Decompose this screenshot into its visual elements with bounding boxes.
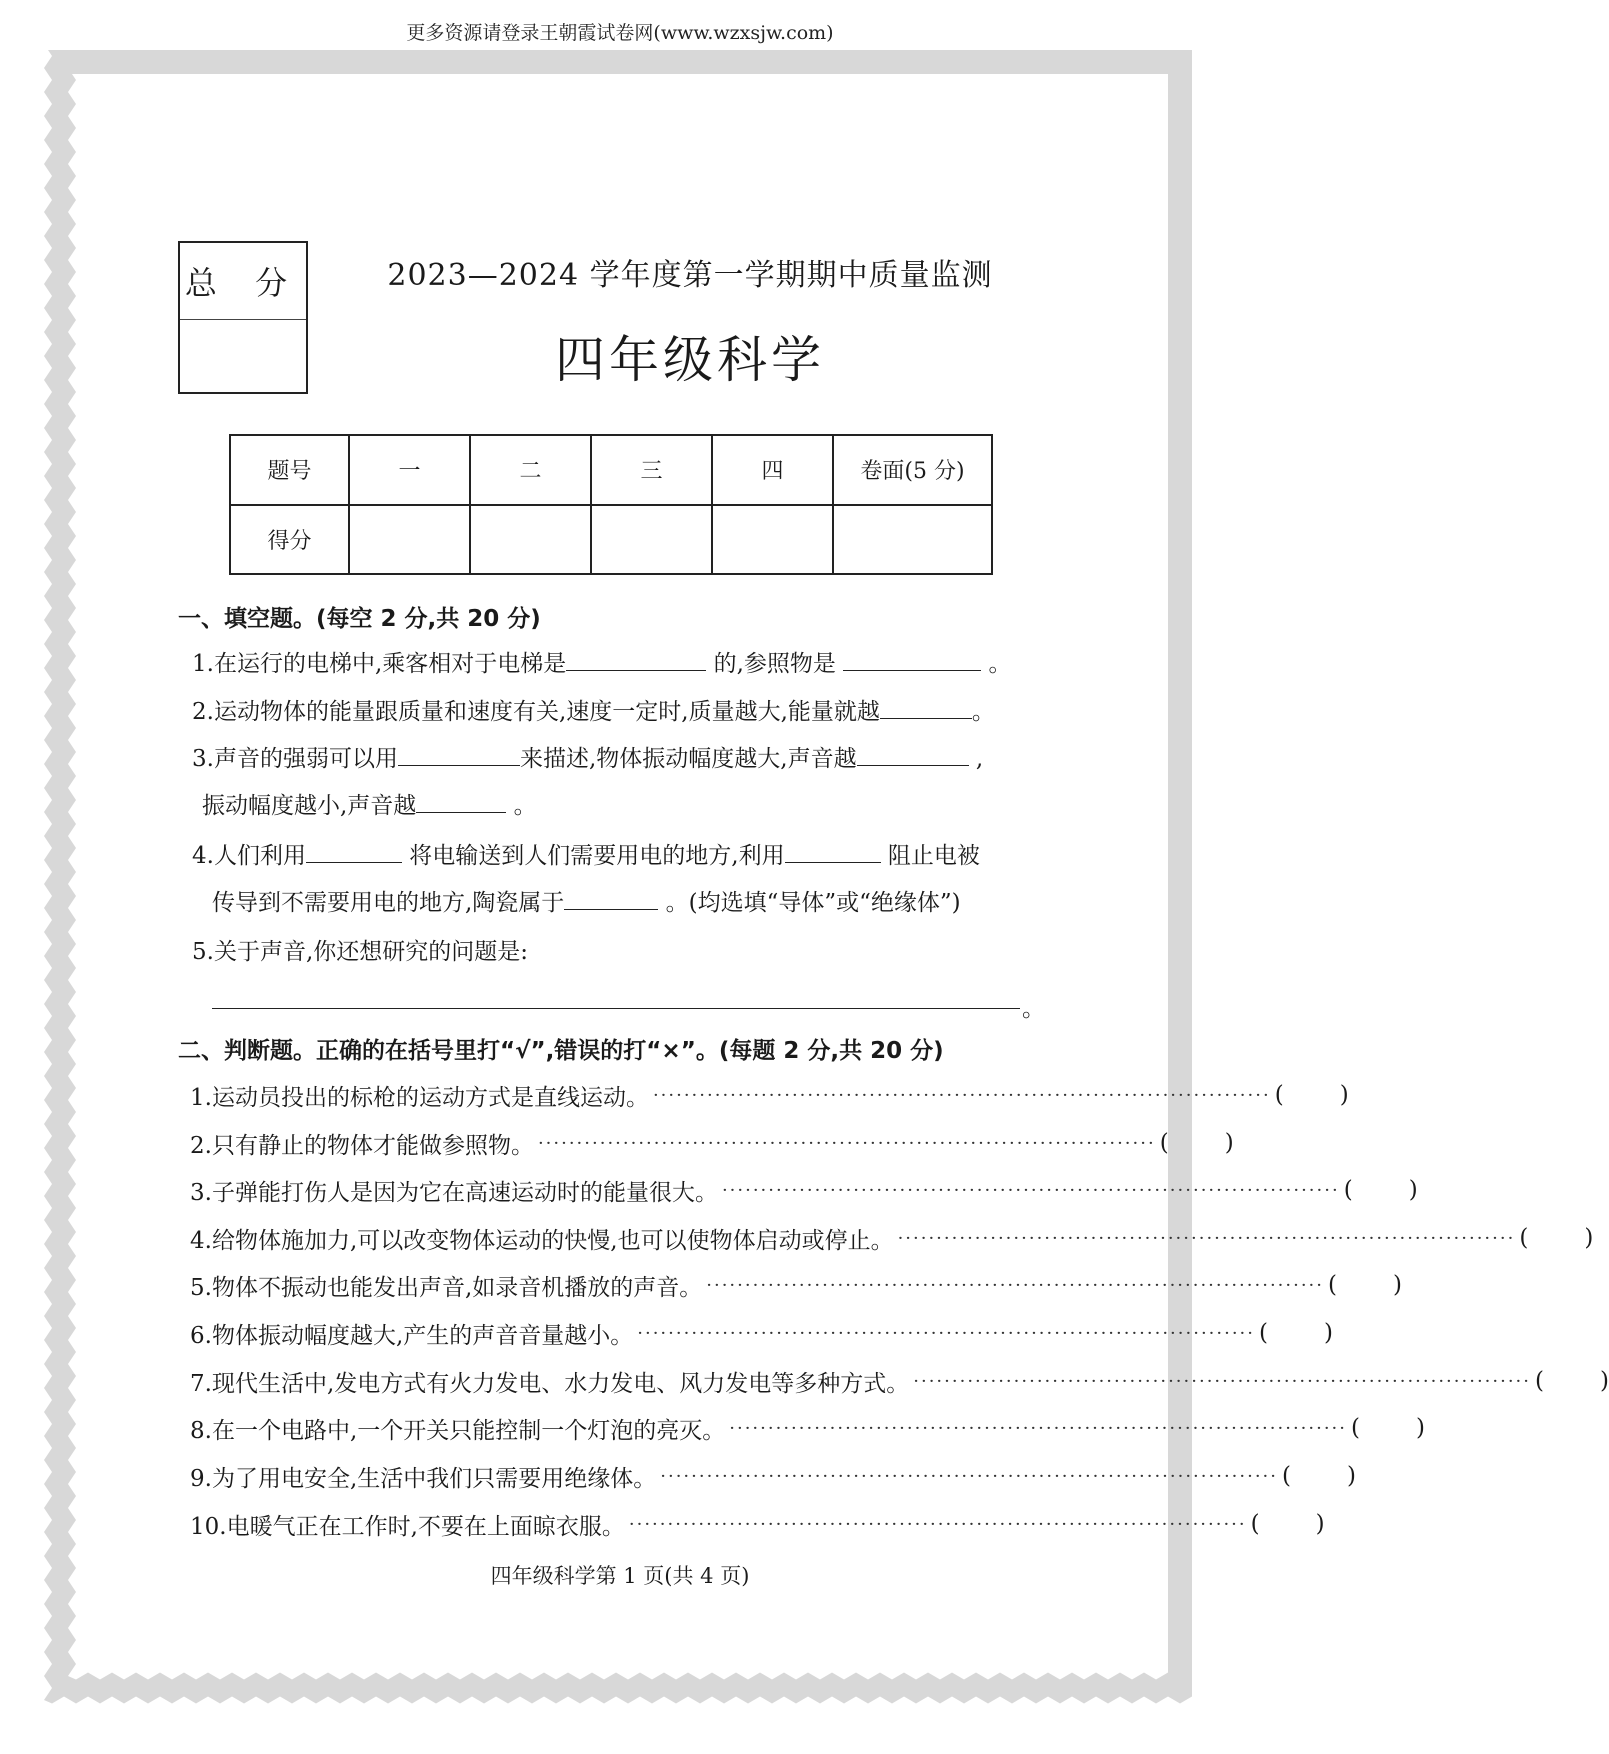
paren-open: ( [1343, 1177, 1353, 1203]
question-2 [192, 696, 995, 727]
judgment-text: 10.电暖气正在工作时,不要在上面晾衣服。 [190, 1513, 625, 1540]
judgment-text: 4.给物体施加力,可以改变物体运动的快慢,也可以使物体启动或停止。 [190, 1227, 894, 1254]
paren-open: ( [1159, 1130, 1169, 1156]
question-text: 。 [981, 651, 1012, 677]
judgment-item [190, 1080, 1349, 1111]
answer-line-end: 。 [1022, 996, 1045, 1022]
paren-open: ( [1259, 1320, 1268, 1346]
answer-blank[interactable] [857, 743, 969, 766]
question-text: 将电输送到人们需要用电的地方,利用 [401, 843, 785, 869]
question-5 [192, 937, 528, 967]
judgment-item [190, 1509, 1325, 1540]
answer-paren[interactable] [1344, 1177, 1418, 1203]
leader-dots: ················································································ [628, 1513, 1247, 1535]
leader-dots: ················································································ [537, 1132, 1156, 1154]
question-text: 5.关于声音,你还想研究的问题是: [192, 939, 529, 965]
paren-close: ) [1393, 1272, 1402, 1298]
paren-close: ) [1339, 1082, 1349, 1108]
judgment-item [190, 1270, 1402, 1301]
paren-close: ) [1416, 1415, 1425, 1441]
section1-heading: 一、填空题。(每空 2 分,共 20 分) [178, 606, 541, 632]
paren-close: ) [1224, 1130, 1234, 1156]
question-text: 3.声音的强弱可以用 [192, 746, 398, 772]
answer-paren[interactable] [1535, 1368, 1609, 1394]
question-text: 4.人们利用 [192, 843, 306, 869]
answer-paren[interactable] [1519, 1225, 1593, 1251]
answer-blank[interactable] [564, 887, 658, 910]
paren-close: ) [1315, 1511, 1325, 1537]
paren-open: ( [1250, 1511, 1260, 1537]
paren-close: ) [1324, 1320, 1333, 1346]
top-banner: 更多资源请登录王朝霞试卷网(www.wzxsjw.com) [406, 22, 834, 44]
score-header-cell: 四 [712, 435, 833, 505]
question-text: , [968, 746, 984, 772]
question-text: 1.在运行的电梯中,乘客相对于电梯是 [192, 651, 567, 677]
answer-paren[interactable] [1328, 1272, 1402, 1298]
paren-open: ( [1282, 1463, 1291, 1489]
question-text: 。(均选填“导体”或“绝缘体”) [658, 890, 961, 916]
answer-line[interactable] [212, 1008, 1020, 1009]
question-text: 2.运动物体的能量跟质量和速度有关,速度一定时,质量越大,能量就越 [192, 699, 880, 725]
judgment-item [190, 1175, 1418, 1206]
answer-blank[interactable] [416, 790, 506, 813]
paren-open: ( [1274, 1082, 1284, 1108]
score-table-score-row [230, 505, 992, 575]
paren-close: ) [1600, 1368, 1609, 1394]
question-text: 的,参照物是 [706, 651, 844, 677]
leader-dots: ················································································ [897, 1227, 1516, 1249]
answer-paren[interactable] [1282, 1463, 1356, 1489]
leader-dots: ················································································ [652, 1084, 1271, 1106]
judgment-text: 5.物体不振动也能发出声音,如录音机播放的声音。 [190, 1274, 703, 1301]
leader-dots: ················································································ [637, 1322, 1255, 1344]
question-text: 。 [971, 699, 995, 725]
subject-title: 四年级科学 [555, 331, 825, 389]
judgment-item [190, 1223, 1594, 1254]
answer-blank[interactable] [880, 696, 972, 719]
score-table [229, 434, 993, 575]
score-cell[interactable] [470, 505, 591, 575]
score-header-cell: 卷面(5 分) [833, 435, 992, 505]
question-text: 。 [506, 793, 537, 819]
judgment-item [190, 1461, 1356, 1492]
score-header-cell: 题号 [230, 435, 349, 505]
answer-blank[interactable] [306, 840, 402, 863]
leader-dots: ················································································ [729, 1417, 1347, 1439]
judgment-item [190, 1366, 1609, 1397]
score-cell[interactable] [591, 505, 712, 575]
judgment-item [190, 1318, 1333, 1349]
answer-paren[interactable] [1251, 1511, 1325, 1537]
question-4 [192, 840, 980, 871]
judgment-text: 2.只有静止的物体才能做参照物。 [190, 1132, 534, 1159]
paren-open: ( [1519, 1225, 1529, 1251]
answer-blank[interactable] [566, 648, 706, 671]
judgment-item [190, 1128, 1234, 1159]
judgment-text: 6.物体振动幅度越大,产生的声音音量越小。 [190, 1322, 634, 1349]
answer-paren[interactable] [1275, 1082, 1349, 1108]
answer-paren[interactable] [1160, 1130, 1234, 1156]
leader-dots: ················································································ [706, 1274, 1324, 1296]
judgment-text: 3.子弹能打伤人是因为它在高速运动时的能量很大。 [190, 1179, 718, 1206]
answer-blank[interactable] [843, 648, 981, 671]
answer-paren[interactable] [1351, 1415, 1425, 1441]
total-score-label: 总 分 [180, 243, 306, 320]
leader-dots: ················································································ [660, 1465, 1278, 1487]
question-4-line2 [212, 887, 961, 918]
total-score-box [178, 241, 308, 394]
answer-blank[interactable] [398, 743, 520, 766]
answer-paren[interactable] [1259, 1320, 1333, 1346]
exam-title: 2023—2024 学年度第一学期期中质量监测 [387, 258, 993, 293]
paren-open: ( [1328, 1272, 1337, 1298]
judgment-text: 7.现代生活中,发电方式有火力发电、水力发电、风力发电等多种方式。 [190, 1370, 910, 1397]
score-cell[interactable] [349, 505, 470, 575]
question-text: 来描述,物体振动幅度越大,声音越 [519, 746, 857, 772]
score-cell[interactable] [712, 505, 833, 575]
judgment-item [190, 1413, 1425, 1444]
answer-blank[interactable] [785, 840, 881, 863]
paren-close: ) [1584, 1225, 1594, 1251]
score-header-cell: 三 [591, 435, 712, 505]
score-table-header-row [230, 435, 992, 505]
judgment-text: 9.为了用电安全,生活中我们只需要用绝缘体。 [190, 1465, 657, 1492]
page-footer: 四年级科学第 1 页(共 4 页) [490, 1564, 750, 1588]
section2-heading: 二、判断题。正确的在括号里打“√”,错误的打“×”。(每题 2 分,共 20 分) [178, 1038, 944, 1064]
question-text: 传导到不需要用电的地方,陶瓷属于 [212, 890, 565, 916]
leader-dots: ················································································ [721, 1179, 1340, 1201]
question-text: 阻止电被 [880, 843, 980, 869]
question-3-line2 [202, 790, 537, 821]
paren-close: ) [1408, 1177, 1418, 1203]
score-header-cell: 二 [470, 435, 591, 505]
paren-open: ( [1535, 1368, 1544, 1394]
score-header-cell: 一 [349, 435, 470, 505]
judgment-text: 1.运动员投出的标枪的运动方式是直线运动。 [190, 1084, 649, 1111]
judgment-text: 8.在一个电路中,一个开关只能控制一个灯泡的亮灭。 [190, 1417, 726, 1444]
question-3 [192, 743, 983, 774]
score-row-label: 得分 [230, 505, 349, 575]
paren-close: ) [1347, 1463, 1356, 1489]
question-1 [192, 648, 1012, 679]
paren-open: ( [1351, 1415, 1360, 1441]
question-text: 振动幅度越小,声音越 [202, 793, 417, 819]
score-cell[interactable] [833, 505, 992, 575]
leader-dots: ················································································ [913, 1370, 1531, 1392]
